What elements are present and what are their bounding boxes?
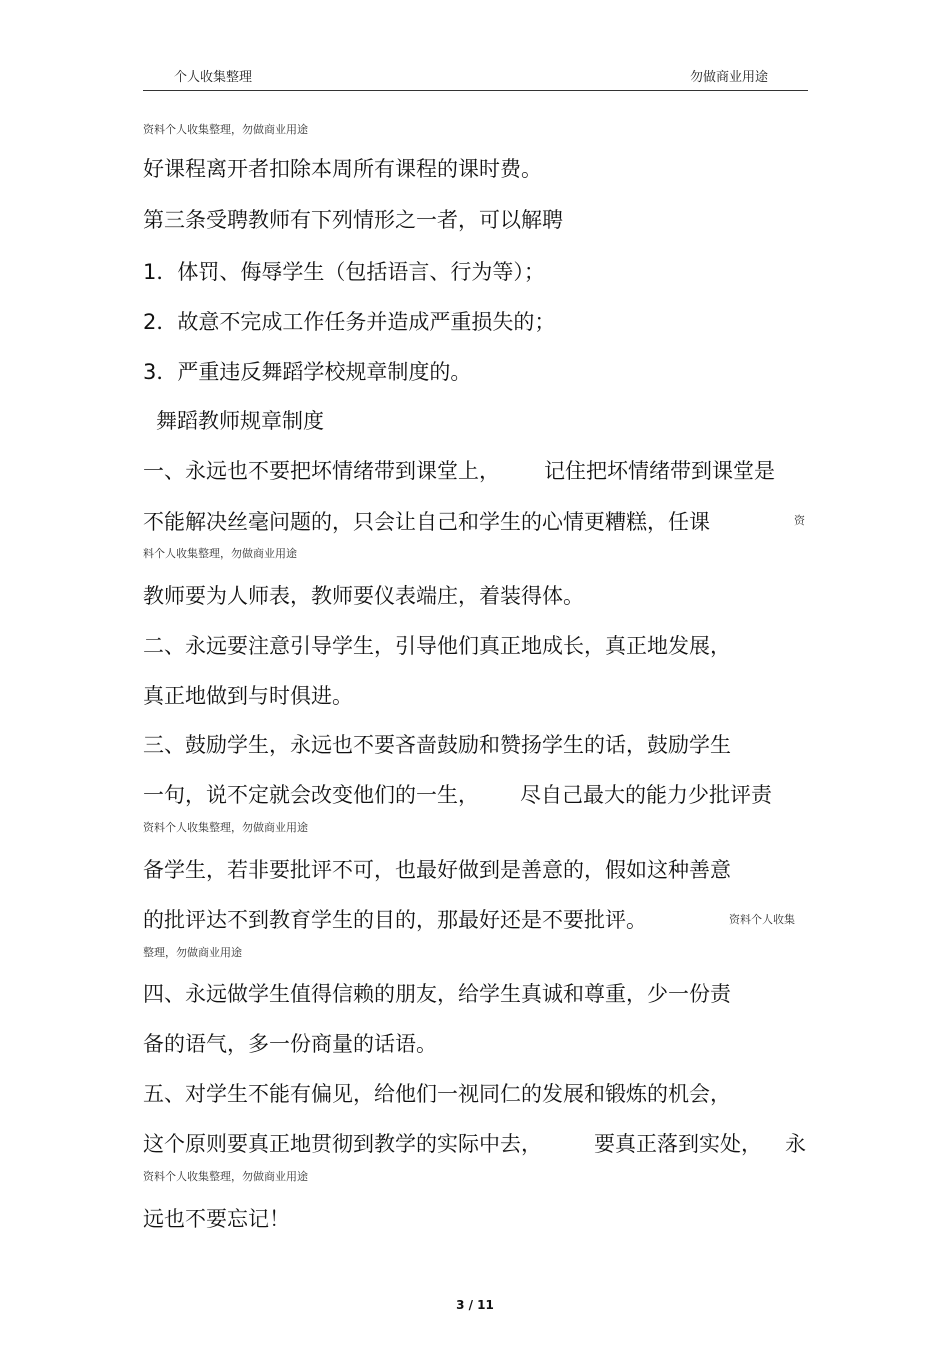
- text-line: 好课程离开者扣除本周所有课程的课时费。: [143, 157, 542, 181]
- text-line: 一、永远也不要把坏情绪带到课堂上，: [143, 459, 500, 483]
- header-right: 勿做商业用途: [690, 70, 769, 85]
- section-heading: 舞蹈教师规章制度: [156, 409, 324, 433]
- text-line: 的批评达不到教育学生的目的，那最好还是不要批评。: [143, 908, 647, 932]
- watermark-note: 资料个人收集: [729, 913, 795, 926]
- text-line: 三、鼓励学生，永远也不要吝啬鼓励和赞扬学生的话，鼓励学生: [143, 733, 731, 757]
- text-line: 不能解决丝毫问题的，只会让自己和学生的心情更糟糕，任课: [143, 510, 710, 534]
- text-line: 教师要为人师表，教师要仪表端庄，着装得体。: [143, 584, 584, 608]
- watermark-note: 资料个人收集整理，勿做商业用途: [143, 123, 308, 136]
- text-line: 五、对学生不能有偏见，给他们一视同仁的发展和锻炼的机会，: [143, 1082, 731, 1106]
- watermark-note: 资: [794, 514, 805, 527]
- text-line: 要真正落到实处，: [594, 1132, 762, 1156]
- watermark-note: 资料个人收集整理，勿做商业用途: [143, 1170, 308, 1183]
- header-rule: [143, 90, 808, 91]
- text-line: 一句，说不定就会改变他们的一生，: [143, 783, 479, 807]
- text-line: 远也不要忘记！: [143, 1207, 290, 1231]
- text-line: 二、永远要注意引导学生，引导他们真正地成长，真正地发展，: [143, 634, 731, 658]
- watermark-note: 整理，勿做商业用途: [143, 946, 242, 959]
- list-item-3: 3．严重违反舞蹈学校规章制度的。: [143, 360, 472, 384]
- text-line: 永: [785, 1132, 806, 1156]
- text-line: 四、永远做学生值得信赖的朋友，给学生真诚和尊重，少一份责: [143, 982, 731, 1006]
- text-line: 这个原则要真正地贯彻到教学的实际中去，: [143, 1132, 542, 1156]
- watermark-note: 料个人收集整理，勿做商业用途: [143, 547, 297, 560]
- list-item-1: 1．体罚、侮辱学生（包括语言、行为等）；: [143, 260, 545, 284]
- page-number: 3 / 11: [456, 1298, 494, 1312]
- header-left: 个人收集整理: [174, 70, 253, 85]
- text-line: 记住把坏情绪带到课堂是: [544, 459, 775, 483]
- text-line: 尽自己最大的能力少批评责: [520, 783, 772, 807]
- text-line: 第三条受聘教师有下列情形之一者，可以解聘: [143, 208, 563, 232]
- text-line: 备学生，若非要批评不可，也最好做到是善意的，假如这种善意: [143, 858, 731, 882]
- list-item-2: 2．故意不完成工作任务并造成严重损失的；: [143, 310, 556, 334]
- text-line: 真正地做到与时俱进。: [143, 684, 353, 708]
- watermark-note: 资料个人收集整理，勿做商业用途: [143, 821, 308, 834]
- text-line: 备的语气，多一份商量的话语。: [143, 1032, 437, 1056]
